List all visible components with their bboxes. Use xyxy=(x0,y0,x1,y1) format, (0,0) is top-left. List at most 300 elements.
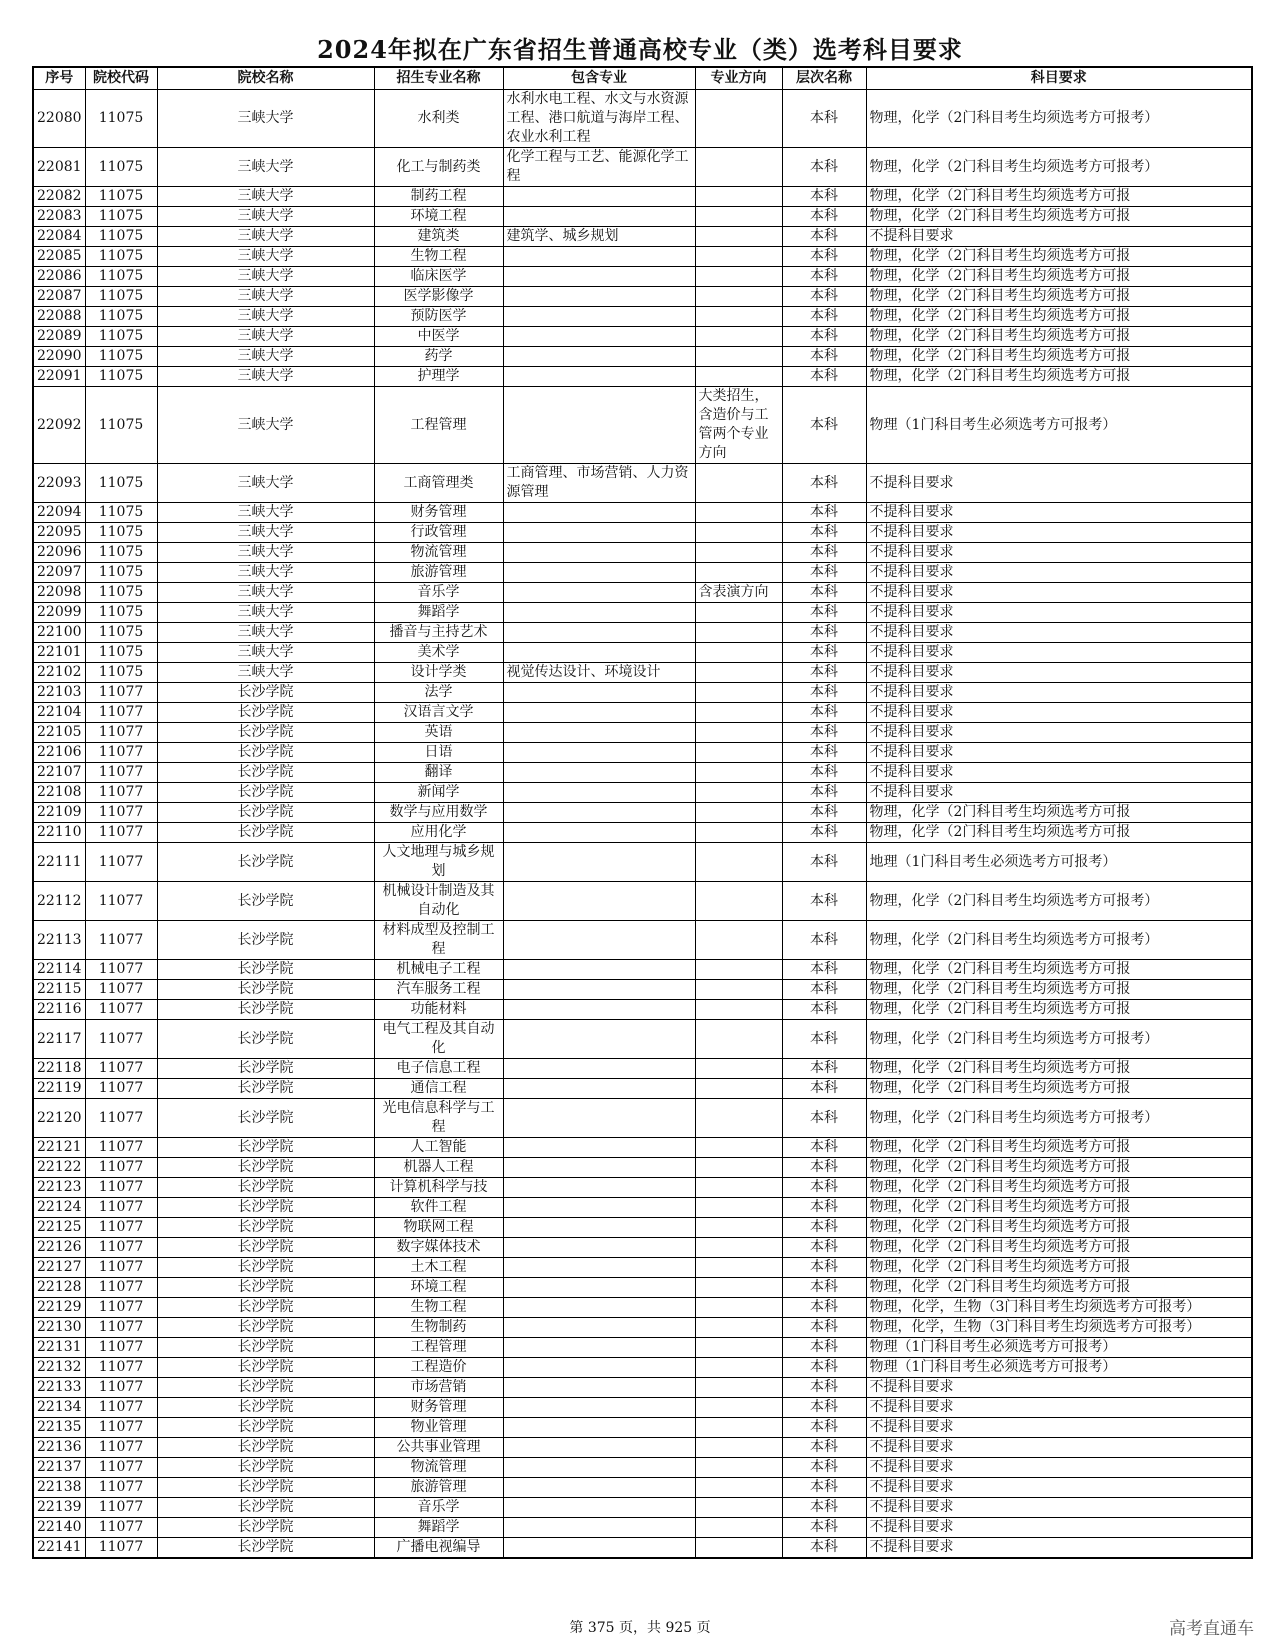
table-header-row xyxy=(33,67,1252,90)
cell-school-code: 11077 xyxy=(85,1498,157,1518)
cell-school-name: 长沙学院 xyxy=(157,783,374,803)
cell-level: 本科 xyxy=(782,1238,866,1258)
cell-subject-req: 物理，化学（2门科目考生均须选考方可报 xyxy=(866,1258,1252,1278)
cell-school-name: 三峡大学 xyxy=(157,287,374,307)
cell-level: 本科 xyxy=(782,1278,866,1298)
cell-included-majors xyxy=(503,583,695,603)
table-row xyxy=(33,882,1252,921)
cell-seq: 22102 xyxy=(33,663,85,683)
cell-subject-req: 物理（1门科目考生必须选考方可报考） xyxy=(866,1338,1252,1358)
table-row xyxy=(33,543,1252,563)
cell-direction xyxy=(695,1398,782,1418)
cell-direction xyxy=(695,367,782,387)
cell-school-code: 11075 xyxy=(85,503,157,523)
table-row xyxy=(33,90,1252,148)
cell-school-code: 11077 xyxy=(85,1198,157,1218)
cell-seq: 22092 xyxy=(33,387,85,464)
cell-direction xyxy=(695,1518,782,1538)
cell-level: 本科 xyxy=(782,643,866,663)
cell-subject-req: 物理，化学（2门科目考生均须选考方可报 xyxy=(866,803,1252,823)
cell-direction xyxy=(695,1498,782,1518)
cell-included-majors xyxy=(503,1158,695,1178)
cell-major-name: 护理学 xyxy=(374,367,503,387)
cell-seq: 22120 xyxy=(33,1099,85,1138)
cell-major-name: 工程造价 xyxy=(374,1358,503,1378)
table-row xyxy=(33,1278,1252,1298)
cell-school-name: 长沙学院 xyxy=(157,1298,374,1318)
cell-school-name: 长沙学院 xyxy=(157,843,374,882)
table-row xyxy=(33,1020,1252,1059)
cell-level: 本科 xyxy=(782,1079,866,1099)
cell-major-name: 日语 xyxy=(374,743,503,763)
cell-direction xyxy=(695,347,782,367)
cell-level: 本科 xyxy=(782,1398,866,1418)
cell-seq: 22090 xyxy=(33,347,85,367)
cell-school-name: 长沙学院 xyxy=(157,723,374,743)
cell-level: 本科 xyxy=(782,1318,866,1338)
cell-included-majors xyxy=(503,327,695,347)
cell-subject-req: 物理，化学（2门科目考生均须选考方可报 xyxy=(866,367,1252,387)
cell-school-name: 长沙学院 xyxy=(157,980,374,1000)
table-row xyxy=(33,1158,1252,1178)
cell-included-majors xyxy=(503,1358,695,1378)
cell-direction xyxy=(695,1478,782,1498)
cell-subject-req: 不提科目要求 xyxy=(866,1458,1252,1478)
cell-included-majors: 水利水电工程、水文与水资源工程、港口航道与海岸工程、农业水利工程 xyxy=(503,90,695,148)
cell-subject-req: 不提科目要求 xyxy=(866,663,1252,683)
cell-included-majors: 化学工程与工艺、能源化学工程 xyxy=(503,148,695,187)
table-row xyxy=(33,307,1252,327)
cell-level: 本科 xyxy=(782,783,866,803)
cell-subject-req: 物理，化学（2门科目考生均须选考方可报考） xyxy=(866,148,1252,187)
table-row xyxy=(33,1198,1252,1218)
cell-subject-req: 不提科目要求 xyxy=(866,783,1252,803)
table-row xyxy=(33,1458,1252,1478)
cell-direction xyxy=(695,563,782,583)
cell-level: 本科 xyxy=(782,603,866,623)
table-row xyxy=(33,1498,1252,1518)
cell-seq: 22104 xyxy=(33,703,85,723)
cell-school-name: 三峡大学 xyxy=(157,267,374,287)
cell-major-name: 数学与应用数学 xyxy=(374,803,503,823)
cell-included-majors xyxy=(503,287,695,307)
cell-major-name: 生物制药 xyxy=(374,1318,503,1338)
table-row xyxy=(33,603,1252,623)
cell-level: 本科 xyxy=(782,1358,866,1378)
cell-direction xyxy=(695,1438,782,1458)
cell-major-name: 市场营销 xyxy=(374,1378,503,1398)
cell-direction xyxy=(695,882,782,921)
cell-direction xyxy=(695,683,782,703)
cell-seq: 22099 xyxy=(33,603,85,623)
cell-subject-req: 不提科目要求 xyxy=(866,1378,1252,1398)
cell-direction xyxy=(695,1298,782,1318)
cell-major-name: 计算机科学与技 xyxy=(374,1178,503,1198)
cell-included-majors xyxy=(503,643,695,663)
cell-major-name: 播音与主持艺术 xyxy=(374,623,503,643)
cell-school-code: 11075 xyxy=(85,307,157,327)
cell-school-name: 长沙学院 xyxy=(157,882,374,921)
cell-included-majors xyxy=(503,207,695,227)
cell-school-name: 三峡大学 xyxy=(157,207,374,227)
table-row xyxy=(33,1099,1252,1138)
table-row xyxy=(33,1218,1252,1238)
cell-major-name: 美术学 xyxy=(374,643,503,663)
cell-subject-req: 物理，化学（2门科目考生均须选考方可报 xyxy=(866,207,1252,227)
cell-direction xyxy=(695,327,782,347)
cell-school-code: 11075 xyxy=(85,90,157,148)
cell-direction xyxy=(695,643,782,663)
cell-included-majors xyxy=(503,367,695,387)
cell-included-majors xyxy=(503,267,695,287)
cell-included-majors xyxy=(503,960,695,980)
cell-school-code: 11075 xyxy=(85,523,157,543)
cell-level: 本科 xyxy=(782,1338,866,1358)
cell-subject-req: 物理，化学（2门科目考生均须选考方可报考） xyxy=(866,90,1252,148)
cell-level: 本科 xyxy=(782,1538,866,1559)
cell-seq: 22101 xyxy=(33,643,85,663)
cell-school-code: 11077 xyxy=(85,823,157,843)
table-row xyxy=(33,1398,1252,1418)
cell-included-majors xyxy=(503,387,695,464)
cell-major-name: 药学 xyxy=(374,347,503,367)
cell-included-majors xyxy=(503,1198,695,1218)
cell-school-name: 三峡大学 xyxy=(157,227,374,247)
cell-school-code: 11077 xyxy=(85,1378,157,1398)
cell-subject-req: 物理，化学（2门科目考生均须选考方可报 xyxy=(866,1138,1252,1158)
cell-seq: 22111 xyxy=(33,843,85,882)
cell-included-majors xyxy=(503,882,695,921)
table-row xyxy=(33,1518,1252,1538)
cell-major-name: 临床医学 xyxy=(374,267,503,287)
cell-seq: 22134 xyxy=(33,1398,85,1418)
cell-seq: 22135 xyxy=(33,1418,85,1438)
cell-subject-req: 不提科目要求 xyxy=(866,1538,1252,1559)
cell-included-majors xyxy=(503,1059,695,1079)
header-direction: 专业方向 xyxy=(695,67,782,90)
table-row xyxy=(33,1000,1252,1020)
cell-seq: 22093 xyxy=(33,464,85,503)
cell-level: 本科 xyxy=(782,663,866,683)
cell-subject-req: 不提科目要求 xyxy=(866,1398,1252,1418)
cell-school-name: 长沙学院 xyxy=(157,1218,374,1238)
cell-subject-req: 物理，化学，生物（3门科目考生均须选考方可报考） xyxy=(866,1298,1252,1318)
cell-major-name: 电子信息工程 xyxy=(374,1059,503,1079)
cell-major-name: 行政管理 xyxy=(374,523,503,543)
cell-subject-req: 物理，化学（2门科目考生均须选考方可报 xyxy=(866,307,1252,327)
cell-school-code: 11077 xyxy=(85,1258,157,1278)
cell-school-code: 11077 xyxy=(85,1099,157,1138)
header-level: 层次名称 xyxy=(782,67,866,90)
cell-school-code: 11077 xyxy=(85,1538,157,1559)
cell-direction xyxy=(695,1079,782,1099)
cell-school-code: 11077 xyxy=(85,1518,157,1538)
cell-school-name: 长沙学院 xyxy=(157,1099,374,1138)
cell-included-majors xyxy=(503,623,695,643)
cell-seq: 22116 xyxy=(33,1000,85,1020)
cell-subject-req: 物理，化学（2门科目考生均须选考方可报 xyxy=(866,1000,1252,1020)
cell-subject-req: 不提科目要求 xyxy=(866,464,1252,503)
cell-included-majors xyxy=(503,1258,695,1278)
table-row xyxy=(33,327,1252,347)
cell-subject-req: 物理，化学（2门科目考生均须选考方可报 xyxy=(866,823,1252,843)
cell-subject-req: 物理，化学（2门科目考生均须选考方可报 xyxy=(866,1278,1252,1298)
cell-school-name: 长沙学院 xyxy=(157,1020,374,1059)
cell-included-majors xyxy=(503,1338,695,1358)
cell-school-name: 长沙学院 xyxy=(157,1000,374,1020)
cell-level: 本科 xyxy=(782,1478,866,1498)
cell-school-code: 11075 xyxy=(85,543,157,563)
cell-school-name: 三峡大学 xyxy=(157,367,374,387)
cell-subject-req: 不提科目要求 xyxy=(866,703,1252,723)
cell-school-name: 三峡大学 xyxy=(157,464,374,503)
cell-direction xyxy=(695,1059,782,1079)
cell-subject-req: 物理，化学（2门科目考生均须选考方可报 xyxy=(866,267,1252,287)
cell-major-name: 财务管理 xyxy=(374,1398,503,1418)
cell-major-name: 汽车服务工程 xyxy=(374,980,503,1000)
cell-level: 本科 xyxy=(782,843,866,882)
table-row xyxy=(33,683,1252,703)
cell-included-majors xyxy=(503,307,695,327)
cell-level: 本科 xyxy=(782,882,866,921)
cell-direction xyxy=(695,187,782,207)
cell-school-code: 11077 xyxy=(85,783,157,803)
cell-major-name: 化工与制药类 xyxy=(374,148,503,187)
page-title: 2024年拟在广东省招生普通高校专业（类）选考科目要求 xyxy=(317,35,963,64)
cell-school-code: 11077 xyxy=(85,743,157,763)
cell-school-code: 11077 xyxy=(85,921,157,960)
cell-major-name: 公共事业管理 xyxy=(374,1438,503,1458)
cell-included-majors xyxy=(503,1498,695,1518)
cell-subject-req: 物理，化学（2门科目考生均须选考方可报 xyxy=(866,347,1252,367)
cell-school-code: 11077 xyxy=(85,763,157,783)
cell-school-code: 11077 xyxy=(85,803,157,823)
table-row xyxy=(33,583,1252,603)
cell-seq: 22106 xyxy=(33,743,85,763)
cell-seq: 22112 xyxy=(33,882,85,921)
cell-direction xyxy=(695,1278,782,1298)
cell-school-name: 长沙学院 xyxy=(157,1238,374,1258)
cell-direction xyxy=(695,148,782,187)
cell-level: 本科 xyxy=(782,227,866,247)
cell-included-majors xyxy=(503,1398,695,1418)
cell-major-name: 制药工程 xyxy=(374,187,503,207)
cell-major-name: 物流管理 xyxy=(374,543,503,563)
cell-subject-req: 物理，化学（2门科目考生均须选考方可报 xyxy=(866,247,1252,267)
cell-school-code: 11077 xyxy=(85,1138,157,1158)
cell-school-name: 长沙学院 xyxy=(157,1378,374,1398)
cell-level: 本科 xyxy=(782,1218,866,1238)
cell-direction xyxy=(695,980,782,1000)
cell-subject-req: 物理，化学，生物（3门科目考生均须选考方可报考） xyxy=(866,1318,1252,1338)
cell-school-code: 11075 xyxy=(85,623,157,643)
cell-level: 本科 xyxy=(782,1518,866,1538)
cell-level: 本科 xyxy=(782,464,866,503)
cell-school-code: 11077 xyxy=(85,980,157,1000)
table-row xyxy=(33,1378,1252,1398)
brand-watermark: 高考直通车 xyxy=(1169,1619,1254,1639)
cell-direction xyxy=(695,1218,782,1238)
cell-included-majors xyxy=(503,503,695,523)
cell-school-name: 三峡大学 xyxy=(157,148,374,187)
table-row xyxy=(33,763,1252,783)
cell-level: 本科 xyxy=(782,563,866,583)
cell-subject-req: 不提科目要求 xyxy=(866,743,1252,763)
cell-subject-req: 不提科目要求 xyxy=(866,1518,1252,1538)
cell-school-name: 长沙学院 xyxy=(157,1258,374,1278)
cell-seq: 22131 xyxy=(33,1338,85,1358)
cell-subject-req: 物理，化学（2门科目考生均须选考方可报 xyxy=(866,1198,1252,1218)
cell-included-majors xyxy=(503,543,695,563)
table-body xyxy=(33,90,1252,1559)
cell-direction xyxy=(695,1178,782,1198)
cell-level: 本科 xyxy=(782,327,866,347)
cell-seq: 22125 xyxy=(33,1218,85,1238)
cell-school-name: 长沙学院 xyxy=(157,743,374,763)
cell-major-name: 应用化学 xyxy=(374,823,503,843)
cell-school-name: 三峡大学 xyxy=(157,327,374,347)
cell-major-name: 光电信息科学与工程 xyxy=(374,1099,503,1138)
header-school-code: 院校代码 xyxy=(85,67,157,90)
cell-major-name: 汉语言文学 xyxy=(374,703,503,723)
cell-level: 本科 xyxy=(782,523,866,543)
cell-school-code: 11075 xyxy=(85,663,157,683)
cell-subject-req: 地理（1门科目考生必须选考方可报考） xyxy=(866,843,1252,882)
cell-direction xyxy=(695,723,782,743)
cell-subject-req: 物理，化学（2门科目考生均须选考方可报 xyxy=(866,287,1252,307)
table-row xyxy=(33,783,1252,803)
table-row xyxy=(33,1318,1252,1338)
table-row xyxy=(33,563,1252,583)
cell-seq: 22084 xyxy=(33,227,85,247)
cell-school-name: 长沙学院 xyxy=(157,703,374,723)
cell-level: 本科 xyxy=(782,90,866,148)
cell-major-name: 生物工程 xyxy=(374,247,503,267)
cell-subject-req: 不提科目要求 xyxy=(866,763,1252,783)
cell-direction xyxy=(695,503,782,523)
cell-included-majors xyxy=(503,723,695,743)
cell-level: 本科 xyxy=(782,980,866,1000)
cell-major-name: 舞蹈学 xyxy=(374,603,503,623)
cell-level: 本科 xyxy=(782,583,866,603)
table-row xyxy=(33,703,1252,723)
cell-level: 本科 xyxy=(782,187,866,207)
cell-school-code: 11075 xyxy=(85,187,157,207)
cell-school-name: 长沙学院 xyxy=(157,823,374,843)
cell-school-name: 长沙学院 xyxy=(157,803,374,823)
cell-subject-req: 不提科目要求 xyxy=(866,643,1252,663)
cell-level: 本科 xyxy=(782,307,866,327)
table-row xyxy=(33,1138,1252,1158)
table-row xyxy=(33,187,1252,207)
table-row xyxy=(33,287,1252,307)
cell-school-name: 三峡大学 xyxy=(157,347,374,367)
table-row xyxy=(33,387,1252,464)
cell-included-majors xyxy=(503,1218,695,1238)
table-row xyxy=(33,1298,1252,1318)
cell-seq: 22097 xyxy=(33,563,85,583)
cell-level: 本科 xyxy=(782,1458,866,1478)
cell-subject-req: 不提科目要求 xyxy=(866,1418,1252,1438)
cell-seq: 22138 xyxy=(33,1478,85,1498)
cell-seq: 22083 xyxy=(33,207,85,227)
cell-major-name: 人文地理与城乡规划 xyxy=(374,843,503,882)
cell-seq: 22137 xyxy=(33,1458,85,1478)
cell-included-majors xyxy=(503,1178,695,1198)
cell-level: 本科 xyxy=(782,503,866,523)
cell-level: 本科 xyxy=(782,247,866,267)
cell-school-name: 长沙学院 xyxy=(157,1198,374,1218)
cell-seq: 22098 xyxy=(33,583,85,603)
cell-seq: 22095 xyxy=(33,523,85,543)
cell-school-code: 11077 xyxy=(85,1000,157,1020)
cell-seq: 22132 xyxy=(33,1358,85,1378)
cell-school-name: 长沙学院 xyxy=(157,1079,374,1099)
cell-direction xyxy=(695,921,782,960)
cell-major-name: 环境工程 xyxy=(374,1278,503,1298)
cell-direction xyxy=(695,1238,782,1258)
cell-major-name: 预防医学 xyxy=(374,307,503,327)
cell-major-name: 生物工程 xyxy=(374,1298,503,1318)
cell-direction xyxy=(695,763,782,783)
cell-school-name: 长沙学院 xyxy=(157,683,374,703)
cell-school-name: 三峡大学 xyxy=(157,623,374,643)
cell-included-majors xyxy=(503,1318,695,1338)
cell-school-name: 长沙学院 xyxy=(157,1478,374,1498)
cell-level: 本科 xyxy=(782,367,866,387)
cell-major-name: 通信工程 xyxy=(374,1079,503,1099)
cell-direction xyxy=(695,287,782,307)
cell-included-majors xyxy=(503,823,695,843)
cell-seq: 22089 xyxy=(33,327,85,347)
cell-included-majors xyxy=(503,1418,695,1438)
cell-school-name: 长沙学院 xyxy=(157,1518,374,1538)
cell-included-majors xyxy=(503,247,695,267)
cell-subject-req: 物理，化学（2门科目考生均须选考方可报考） xyxy=(866,1099,1252,1138)
cell-included-majors xyxy=(503,1238,695,1258)
table-row xyxy=(33,623,1252,643)
table-row xyxy=(33,267,1252,287)
cell-school-code: 11077 xyxy=(85,1358,157,1378)
cell-included-majors xyxy=(503,1079,695,1099)
header-seq: 序号 xyxy=(33,67,85,90)
cell-level: 本科 xyxy=(782,1059,866,1079)
cell-included-majors: 视觉传达设计、环境设计 xyxy=(503,663,695,683)
cell-direction xyxy=(695,1000,782,1020)
cell-seq: 22081 xyxy=(33,148,85,187)
cell-included-majors xyxy=(503,1298,695,1318)
cell-major-name: 水利类 xyxy=(374,90,503,148)
cell-major-name: 中医学 xyxy=(374,327,503,347)
cell-direction xyxy=(695,1318,782,1338)
cell-direction xyxy=(695,1538,782,1559)
cell-major-name: 功能材料 xyxy=(374,1000,503,1020)
cell-subject-req: 不提科目要求 xyxy=(866,543,1252,563)
cell-school-name: 三峡大学 xyxy=(157,387,374,464)
cell-school-name: 长沙学院 xyxy=(157,1498,374,1518)
cell-seq: 22121 xyxy=(33,1138,85,1158)
cell-level: 本科 xyxy=(782,1438,866,1458)
cell-subject-req: 物理，化学（2门科目考生均须选考方可报 xyxy=(866,960,1252,980)
cell-school-name: 长沙学院 xyxy=(157,1438,374,1458)
cell-subject-req: 不提科目要求 xyxy=(866,1438,1252,1458)
cell-school-code: 11077 xyxy=(85,1398,157,1418)
cell-seq: 22110 xyxy=(33,823,85,843)
cell-direction xyxy=(695,307,782,327)
header-included-majors: 包含专业 xyxy=(503,67,695,90)
cell-seq: 22127 xyxy=(33,1258,85,1278)
cell-school-code: 11077 xyxy=(85,1158,157,1178)
